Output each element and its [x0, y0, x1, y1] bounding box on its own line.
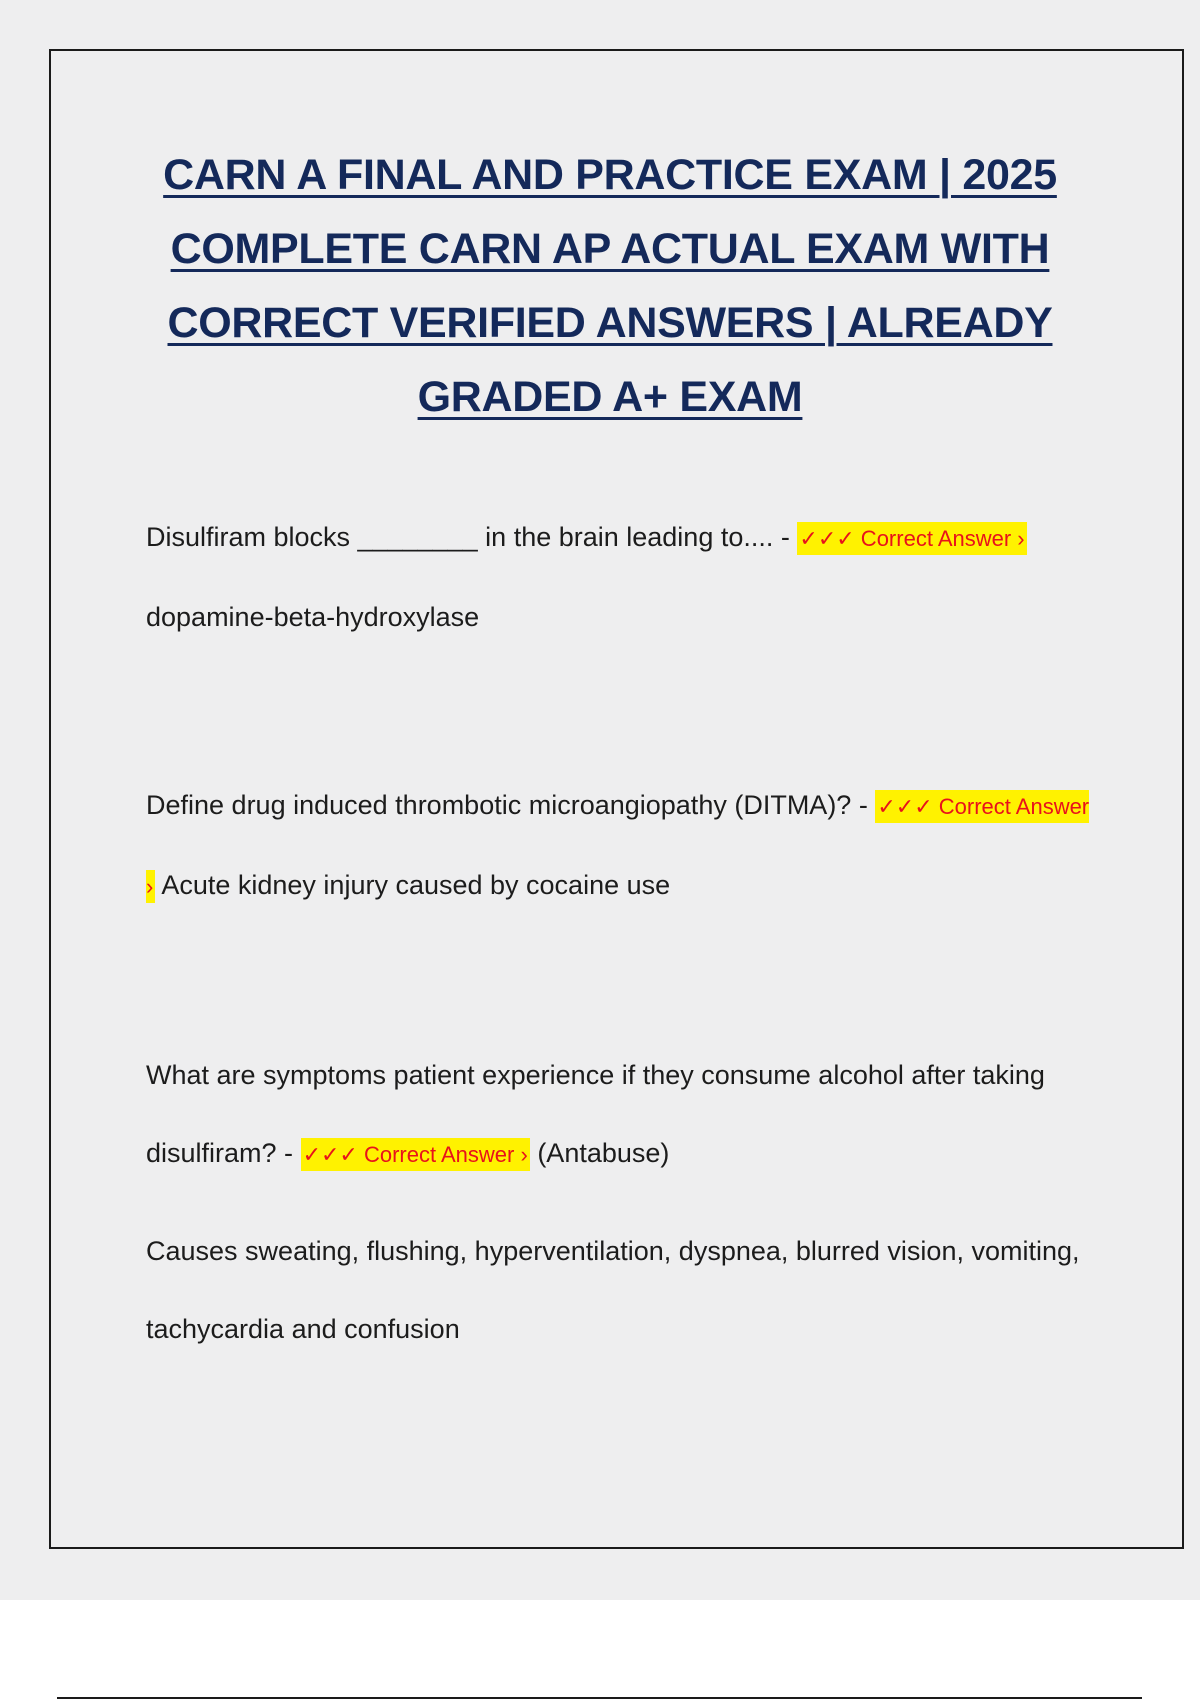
question-text: Disulfiram blocks ________ in the brain leading to.... -	[146, 522, 790, 552]
qa-item-1	[146, 498, 1096, 656]
question-text: What are symptoms patient experience if they consume alcohol after taking disulfiram? -	[146, 1060, 1045, 1168]
answer-detail: Causes sweating, flushing, hyperventilation, dyspnea, blurred vision, vomiting, tachycardia and confusion	[146, 1236, 1080, 1344]
answer-text: Acute kidney injury caused by cocaine use	[161, 870, 671, 900]
answer-text: dopamine-beta-hydroxylase	[146, 602, 480, 632]
correct-answer-marker: ✓✓✓ Correct Answer ›	[146, 790, 1089, 903]
qa-item-3	[146, 1036, 1096, 1194]
qa-item-2	[146, 766, 1096, 926]
correct-answer-marker: ✓✓✓ Correct Answer ›	[797, 522, 1026, 555]
answer-text: (Antabuse)	[537, 1138, 670, 1168]
document-title-text: CARN A FINAL AND PRACTICE EXAM | 2025 COMPLETE CARN AP ACTUAL EXAM WITH CORRECT VERIFIED ANSWERS | ALREADY GRADED A+ EXAM	[163, 151, 1057, 421]
page-divider	[57, 1697, 1142, 1699]
question-text: Define drug induced thrombotic microangiopathy (DITMA)? -	[146, 790, 868, 820]
document-title	[110, 138, 1110, 434]
correct-answer-marker: ✓✓✓ Correct Answer ›	[301, 1138, 530, 1171]
